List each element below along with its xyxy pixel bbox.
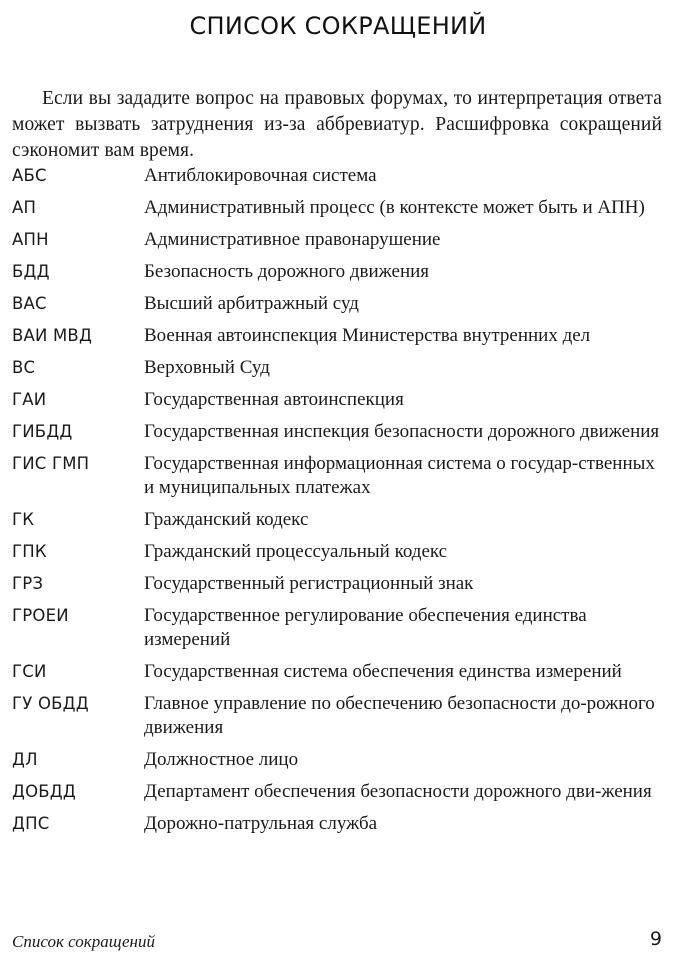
abbreviation-definition: Гражданский кодекс: [144, 509, 309, 530]
abbreviation-row: [12, 420, 664, 444]
abbreviation-definition: Гражданский процессуальный кодекс: [144, 541, 448, 562]
abbreviation-row: [12, 196, 664, 220]
abbreviation-term: ВАИ МВД: [12, 326, 93, 345]
abbreviation-row: [12, 292, 664, 316]
abbreviation-definition: Административное правонарушение: [144, 229, 441, 250]
abbreviation-definition: Государственная инспекция безопасности дорожного движения: [144, 421, 660, 442]
abbreviation-list: [12, 164, 664, 844]
abbreviation-term: ВС: [12, 358, 36, 377]
abbreviation-definition: Административный процесс (в контексте может быть и АПН): [144, 197, 645, 218]
abbreviation-definition: Военная автоинспекция Министерства внутренних дел: [144, 325, 591, 346]
abbreviation-term: ГРЗ: [12, 574, 44, 593]
abbreviation-term: ГСИ: [12, 662, 47, 681]
abbreviation-definition: Департамент обеспечения безопасности дорожного дви-жения: [144, 781, 652, 802]
abbreviation-definition: Должностное лицо: [144, 749, 299, 770]
abbreviation-row: [12, 356, 664, 380]
abbreviation-term: ГК: [12, 510, 35, 529]
abbreviation-term: ГРОЕИ: [12, 606, 69, 625]
abbreviation-row: [12, 812, 664, 836]
abbreviation-row: [12, 508, 664, 532]
abbreviation-term: ДЛ: [12, 750, 38, 769]
abbreviation-term: АПН: [12, 230, 49, 249]
abbreviation-term: БДД: [12, 262, 50, 281]
abbreviation-row: [12, 540, 664, 564]
abbreviation-term: ГАИ: [12, 390, 47, 409]
abbreviation-row: [12, 572, 664, 596]
abbreviation-row: [12, 452, 664, 500]
abbreviation-row: [12, 604, 664, 652]
page-title: СПИСОК СОКРАЩЕНИЙ: [189, 12, 487, 40]
abbreviation-row: [12, 692, 664, 740]
abbreviation-definition: Государственное регулирование обеспечения единства измерений: [144, 605, 587, 650]
abbreviation-term: ГИС ГМП: [12, 454, 90, 473]
abbreviation-term: АБС: [12, 166, 47, 185]
abbreviation-row: [12, 260, 664, 284]
page-number: 9: [649, 928, 662, 950]
abbreviation-definition: Государственная автоинспекция: [144, 389, 404, 410]
abbreviation-term: ДПС: [12, 814, 50, 833]
abbreviation-term: ДОБДД: [12, 782, 76, 801]
abbreviation-term: ГУ ОБДД: [12, 694, 89, 713]
abbreviation-row: [12, 748, 664, 772]
abbreviation-definition: Государственная система обеспечения единства измерений: [144, 661, 622, 682]
abbreviation-row: [12, 228, 664, 252]
abbreviation-definition: Безопасность дорожного движения: [144, 261, 430, 282]
abbreviation-definition: Антиблокировочная система: [144, 165, 377, 186]
abbreviation-row: [12, 780, 664, 804]
abbreviation-row: [12, 324, 664, 348]
abbreviation-row: [12, 660, 664, 684]
abbreviation-definition: Дорожно-патрульная служба: [144, 813, 378, 834]
abbreviation-definition: Государственная информационная система о государ-ственных и муниципальных платежах: [144, 453, 655, 498]
abbreviation-term: АП: [12, 198, 37, 217]
abbreviation-term: ГИБДД: [12, 422, 73, 441]
page-footer: [12, 928, 662, 956]
intro-paragraph: Если вы зададите вопрос на правовых форумах, то интерпретация ответа может вызвать затруднения из-за аббревиатур. Расшифровка сокращений сэкономит вам время.: [12, 87, 662, 161]
abbreviation-row: [12, 388, 664, 412]
running-footer-title: Список сокращений: [12, 932, 155, 951]
abbreviation-term: ГПК: [12, 542, 47, 561]
abbreviation-row: [12, 164, 664, 188]
abbreviation-definition: Высший арбитражный суд: [144, 293, 359, 314]
abbreviation-definition: Государственный регистрационный знак: [144, 573, 474, 594]
abbreviation-term: ВАС: [12, 294, 47, 313]
abbreviation-definition: Главное управление по обеспечению безопасности до-рожного движения: [144, 693, 655, 738]
abbreviation-definition: Верховный Суд: [144, 357, 270, 378]
